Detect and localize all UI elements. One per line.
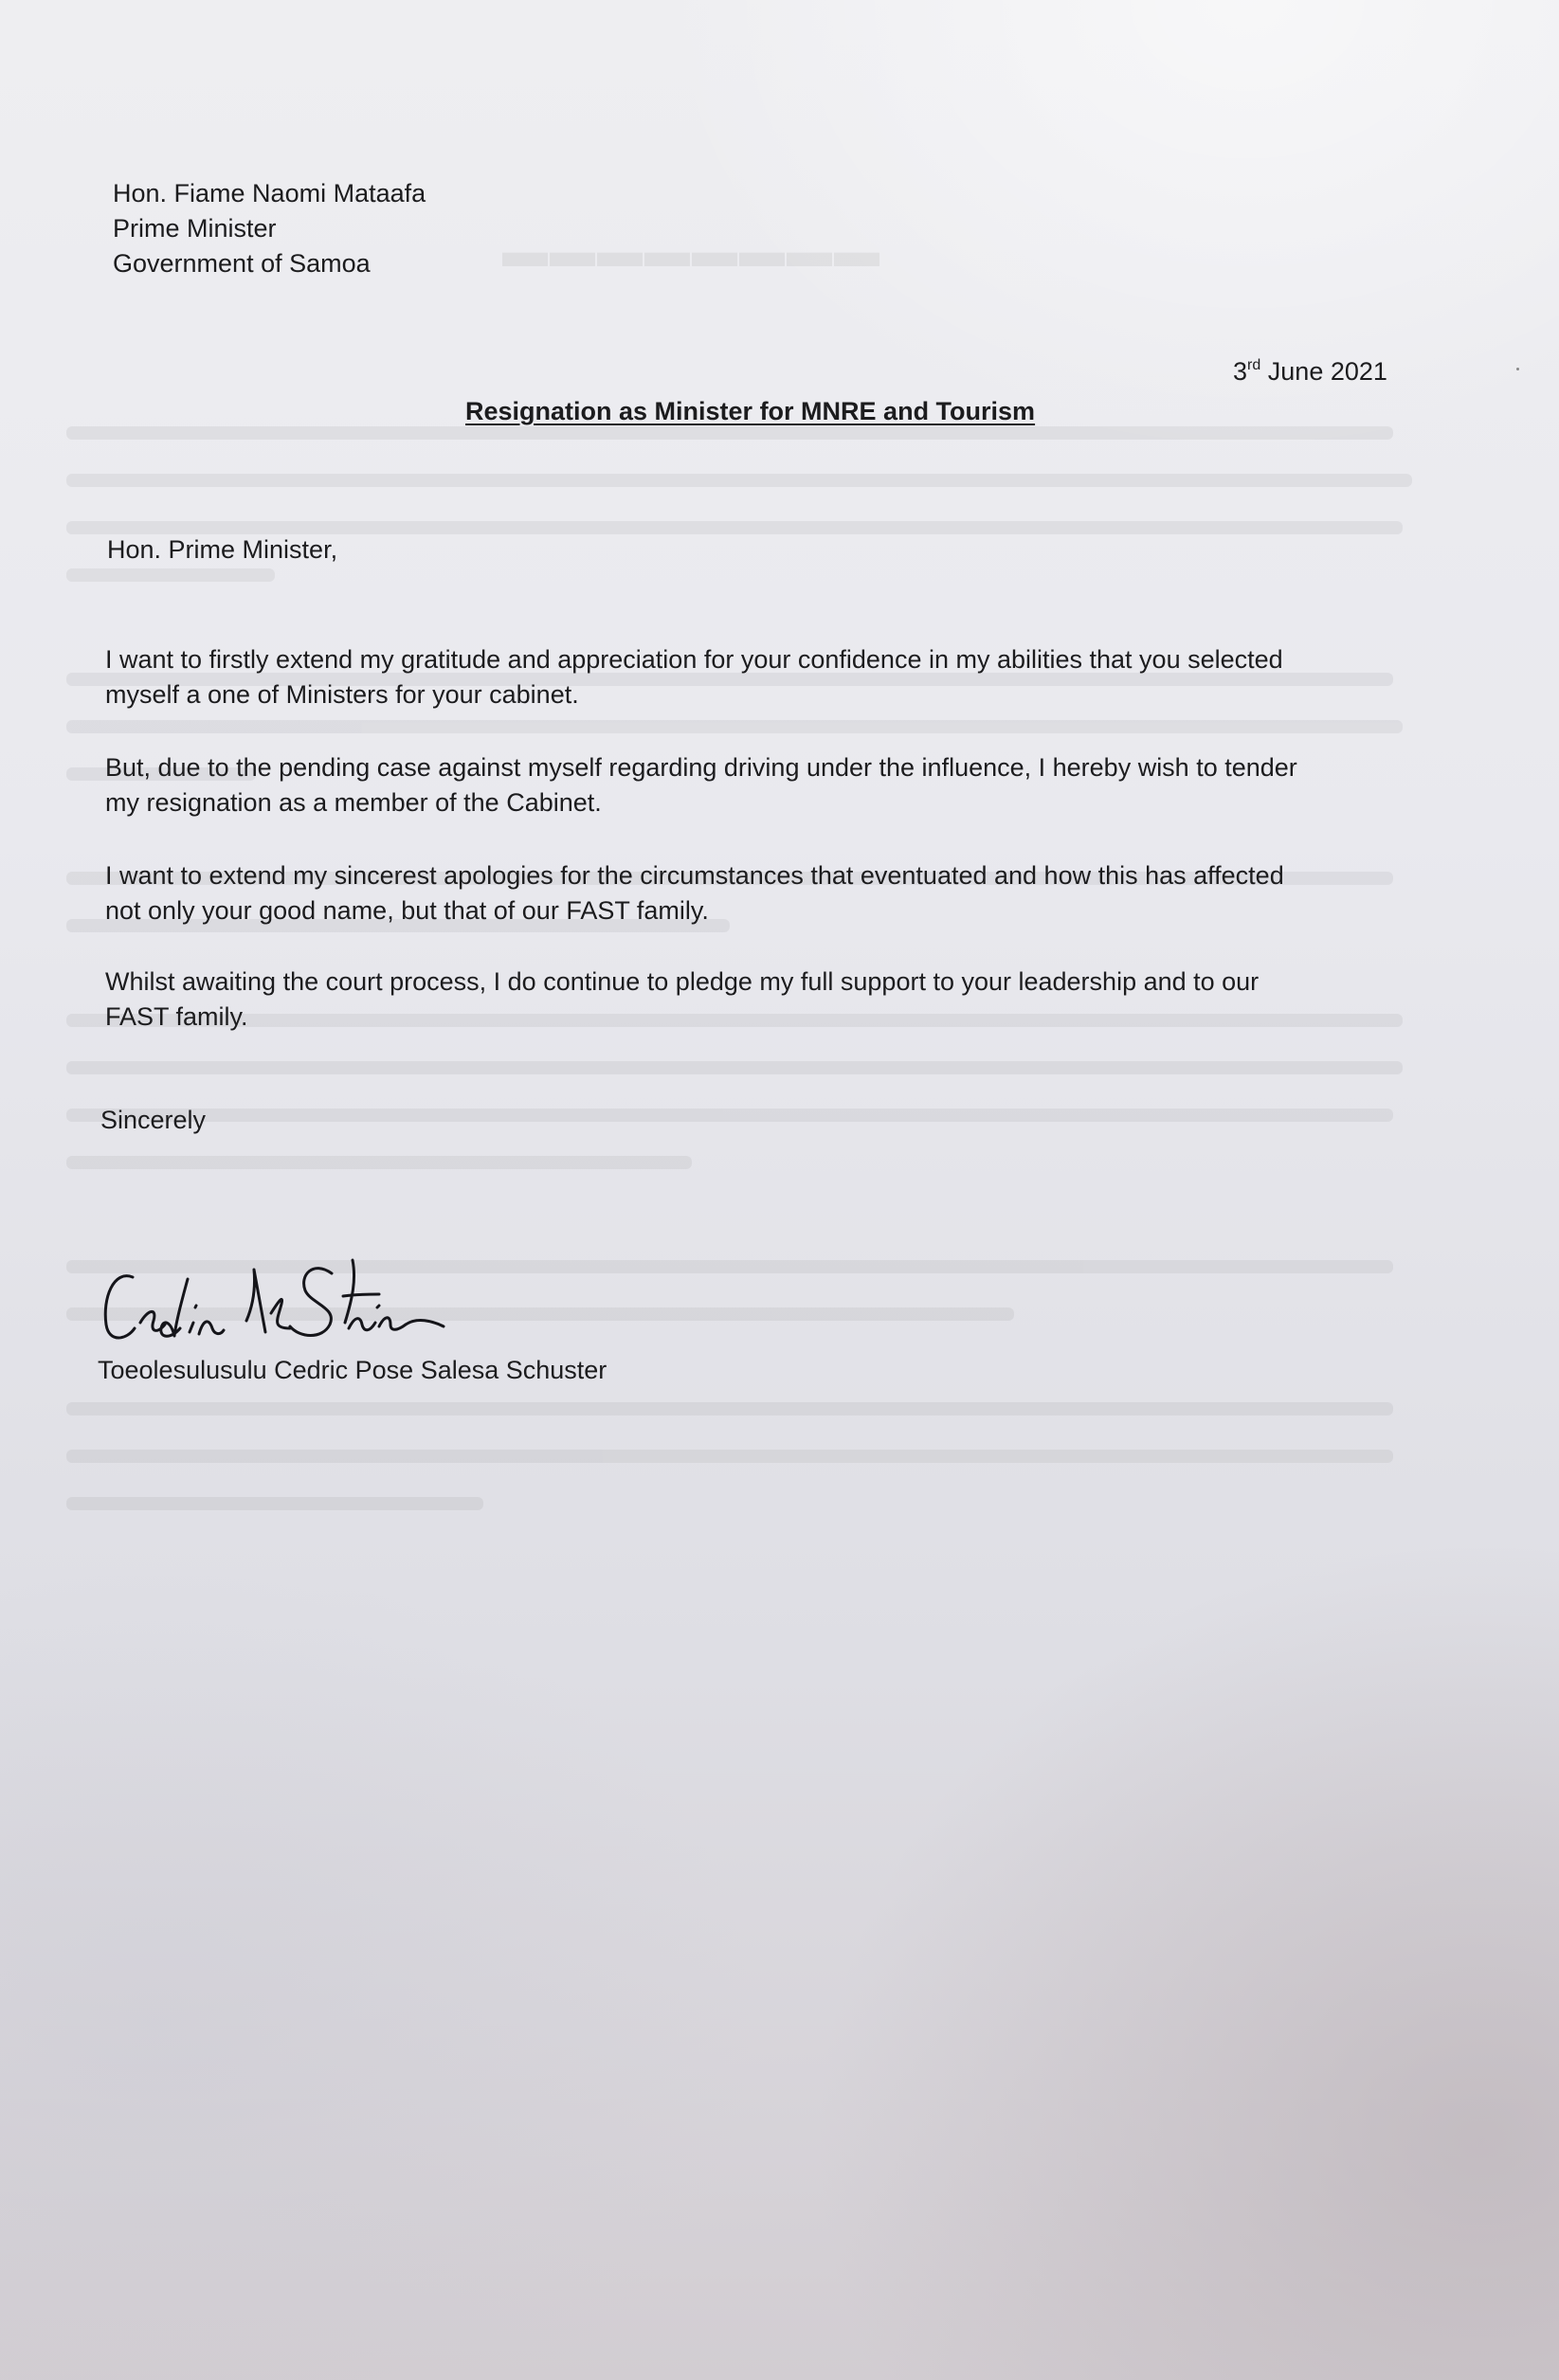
salutation: Hon. Prime Minister, [107, 535, 338, 564]
paragraph-line: FAST family. [105, 1002, 248, 1031]
date-day: 3 [1233, 357, 1248, 386]
paragraph-line: myself a one of Ministers for your cabinet. [105, 680, 579, 709]
date-day-suffix: rd [1247, 357, 1261, 373]
bleed-through-heading: ▬▬▬▬▬▬▬▬ [502, 226, 881, 277]
closing: Sincerely [100, 1106, 207, 1134]
recipient-address [113, 176, 426, 281]
paragraph-line: not only your good name, but that of our FAST family. [105, 896, 709, 925]
recipient-name: Hon. Fiame Naomi Mataafa [113, 179, 426, 207]
date-month-year: June 2021 [1267, 357, 1387, 386]
paragraph-line: But, due to the pending case against myself regarding driving under the influence, I hereby wish to tender [105, 753, 1297, 782]
paragraph-line: my resignation as a member of the Cabinet. [105, 788, 602, 817]
signatory-name: Toeolesulusulu Cedric Pose Salesa Schuster [98, 1356, 607, 1384]
body-paragraph-2 [105, 750, 1297, 820]
paragraph-line: I want to extend my sincerest apologies for the circumstances that eventuated and how this has affected [105, 861, 1284, 890]
paper-speck [1516, 368, 1519, 370]
paragraph-line: Whilst awaiting the court process, I do continue to pledge my full support to your leadership and to our [105, 967, 1260, 996]
recipient-title: Prime Minister [113, 214, 277, 243]
body-paragraph-1 [105, 642, 1283, 712]
letter-subject: Resignation as Minister for MNRE and Tourism [465, 397, 1036, 425]
paragraph-line: I want to firstly extend my gratitude and appreciation for your confidence in my abilities that you selected [105, 645, 1283, 674]
letter-date [1233, 354, 1387, 389]
recipient-organization: Government of Samoa [113, 249, 371, 278]
body-paragraph-4 [105, 965, 1259, 1035]
body-paragraph-3 [105, 858, 1284, 929]
handwritten-signature [95, 1241, 493, 1355]
